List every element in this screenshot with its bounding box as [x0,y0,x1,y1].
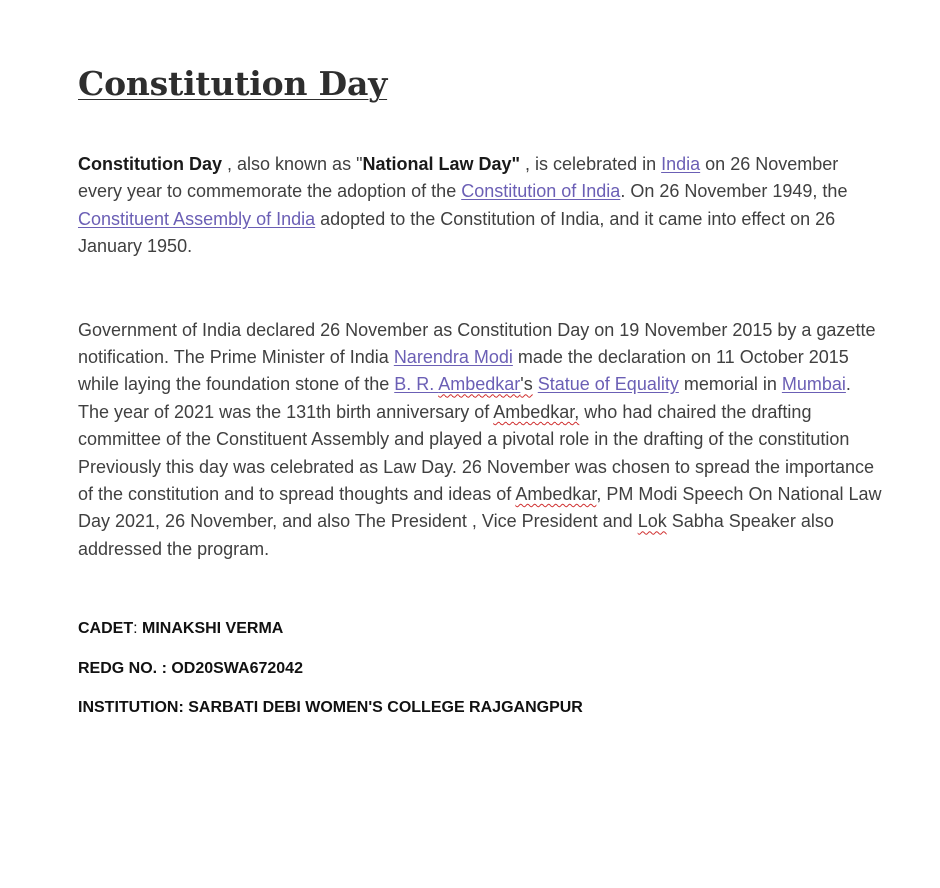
institution-line: INSTITUTION: SARBATI DEBI WOMEN'S COLLEGE RAJGANGPUR [78,699,583,717]
p2-text-5: . The year of 2021 was the 131th birth anniversary of [78,374,851,422]
p2-text-8: Sabha Speaker also addressed the program. [78,511,834,559]
p1-text-5: adopted to the Constitution of India, and it came into effect on 26 January 1950. [78,208,836,257]
term-national-law-day: National Law Day" [362,154,521,174]
link-br-ambedkar-name[interactable] [438,374,520,394]
spellcheck-ambedkar: Ambedkar [438,374,521,395]
link-narendra-modi[interactable]: Narendra Modi [393,347,513,368]
link-mumbai[interactable]: Mumbai [781,374,846,395]
p1-text-3: on 26 November every year to commemorate the adoption of the [78,154,839,202]
p1-text-2: , is celebrated in [520,154,662,174]
p2-text-6: who had chaired the drafting committee of the Constituent Assembly and played a pivotal role in the drafting of the constitution Previously this day was celebrated as Law Day. 26 November was chosen to spread the importance of the constitution and to spread thoughts and ideas of [78,401,875,505]
intro-paragraph [78,151,883,261]
cadet-separator: : [133,620,142,638]
regd-number-line: REDG NO. : OD20SWA672042 [78,660,303,678]
cadet-line [78,618,883,640]
p1-text-1: , also known as " [222,154,363,174]
link-constituent-assembly[interactable]: Constituent Assembly of India [78,208,316,229]
p2-text-2: made the declaration on 11 October 2015 while laying the foundation stone of the [78,347,849,395]
document-page [78,60,883,719]
link-statue-of-equality[interactable]: Statue of Equality [537,374,679,395]
history-paragraph [78,317,883,564]
cadet-label: CADET [78,620,134,638]
link-br-ambedkar-initials[interactable]: B. R. [394,374,439,395]
link-india[interactable]: India [661,154,701,174]
p2-text-7: , PM Modi Speech On National Law Day 2021, 26 November, and also The President , Vice President and [78,484,882,532]
spellcheck-ambedkar-2: Ambedkar, [493,401,580,422]
term-constitution-day: Constitution Day [78,154,222,174]
link-constitution-of-india[interactable]: Constitution of India [461,181,621,202]
p2-text-4: memorial in [678,374,782,395]
spellcheck-ambedkar-3: Ambedkar [515,484,597,505]
document-title: Constitution Day [78,64,388,103]
p2-text-1: Government of India declared 26 November as Constitution Day on 19 November 2015 by a gazette notification. The Prime Minister of India [78,319,876,368]
possessive-suffix: 's [520,374,533,395]
cadet-name: MINAKSHI VERMA [142,620,284,638]
spellcheck-lok: Lok [637,511,667,532]
p1-text-4: . On 26 November 1949, the [620,181,848,202]
